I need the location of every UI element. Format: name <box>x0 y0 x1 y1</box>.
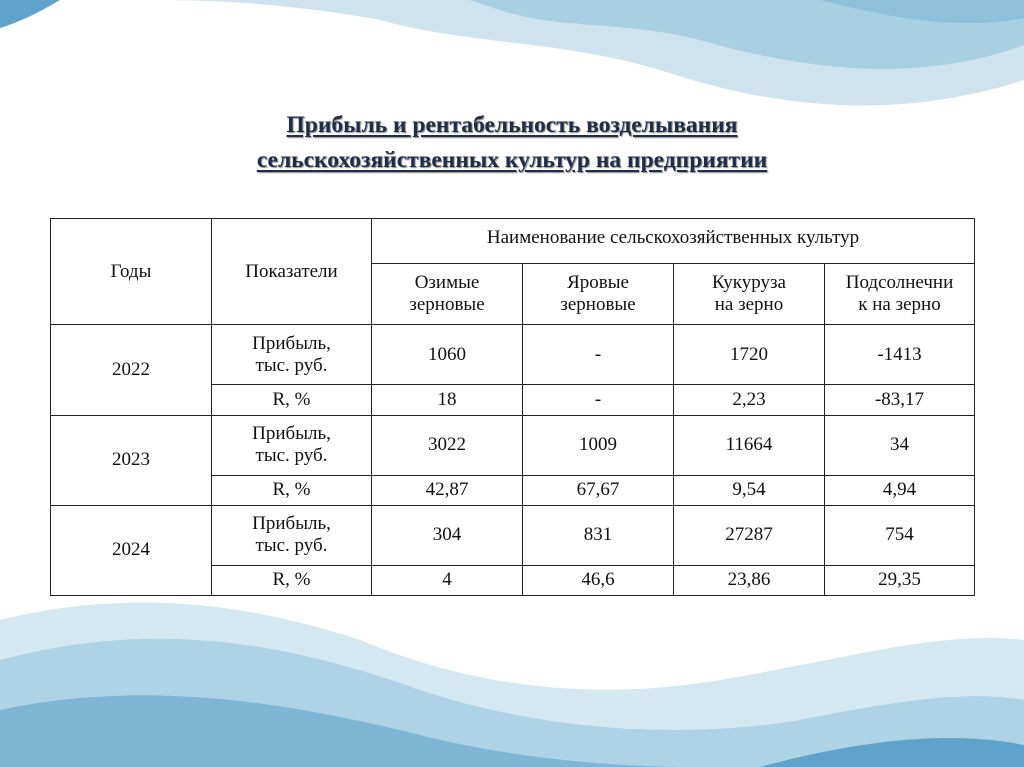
year-cell: 2024 <box>51 505 212 595</box>
value-cell: 304 <box>372 505 523 565</box>
value-cell: 23,86 <box>674 565 825 595</box>
header-crop: Яровые зерновые <box>523 264 674 325</box>
value-cell: - <box>523 325 674 385</box>
header-crop: Кукуруза на зерно <box>674 264 825 325</box>
value-cell: - <box>523 385 674 415</box>
value-cell: -83,17 <box>825 385 975 415</box>
indicator-r: R, % <box>212 565 372 595</box>
header-row <box>51 219 975 264</box>
value-cell: 1060 <box>372 325 523 385</box>
value-cell: 42,87 <box>372 475 523 505</box>
table-row <box>51 415 975 475</box>
value-cell: 18 <box>372 385 523 415</box>
value-cell: 831 <box>523 505 674 565</box>
value-cell: 1720 <box>674 325 825 385</box>
value-cell: 2,23 <box>674 385 825 415</box>
indicator-profit: Прибыль, тыс. руб. <box>212 325 372 385</box>
title-line-2: сельскохозяйственных культур на предприятии <box>256 147 768 173</box>
indicator-profit: Прибыль, тыс. руб. <box>212 415 372 475</box>
title-line-1: Прибыль и рентабельность возделывания <box>286 112 738 138</box>
year-cell: 2022 <box>51 325 212 415</box>
value-cell: 34 <box>825 415 975 475</box>
value-cell: 754 <box>825 505 975 565</box>
value-cell: 9,54 <box>674 475 825 505</box>
header-indicators: Показатели <box>212 219 372 325</box>
header-crop: Озимые зерновые <box>372 264 523 325</box>
header-crops-group: Наименование сельскохозяйственных культур <box>372 219 975 264</box>
value-cell: 29,35 <box>825 565 975 595</box>
value-cell: 67,67 <box>523 475 674 505</box>
value-cell: 4 <box>372 565 523 595</box>
indicator-r: R, % <box>212 385 372 415</box>
page-title <box>150 108 874 178</box>
header-crop: Подсолнечни к на зерно <box>825 264 975 325</box>
profit-table <box>50 218 975 596</box>
value-cell: 4,94 <box>825 475 975 505</box>
value-cell: 27287 <box>674 505 825 565</box>
indicator-profit: Прибыль, тыс. руб. <box>212 505 372 565</box>
value-cell: 3022 <box>372 415 523 475</box>
value-cell: 1009 <box>523 415 674 475</box>
header-years: Годы <box>51 219 212 325</box>
indicator-r: R, % <box>212 475 372 505</box>
top-wave-dark <box>0 0 60 28</box>
year-cell: 2023 <box>51 415 212 505</box>
table-row <box>51 505 975 565</box>
table-row <box>51 325 975 385</box>
value-cell: 11664 <box>674 415 825 475</box>
value-cell: -1413 <box>825 325 975 385</box>
value-cell: 46,6 <box>523 565 674 595</box>
